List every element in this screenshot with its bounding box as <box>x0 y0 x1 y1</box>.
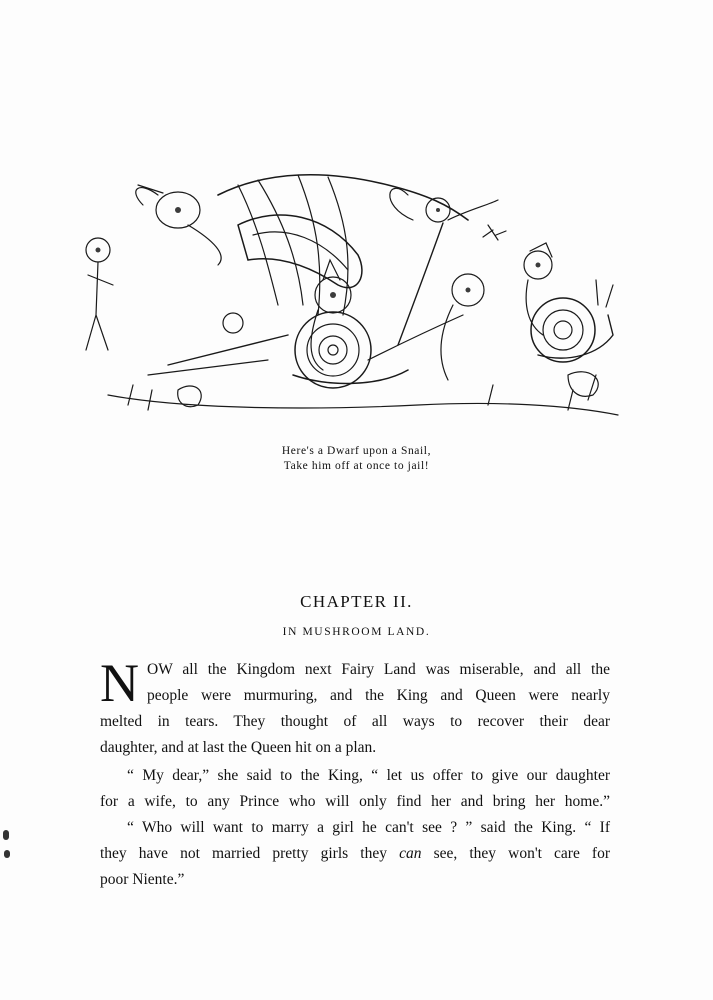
paragraph-1-line-2: people were murmuring, and the King and Queen were nearly <box>147 687 610 704</box>
scan-speck <box>4 850 10 858</box>
illustration-caption-line-2: Take him off at once to jail! <box>283 460 430 472</box>
illustration-caption-line-1: Here's a Dwarf upon a Snail, <box>281 445 432 457</box>
chapter-subtitle: IN MUSHROOM LAND. <box>282 626 431 638</box>
chapter-title: CHAPTER II. <box>300 592 413 611</box>
paragraph-3-line-3: poor Niente.” <box>100 871 185 888</box>
paragraph-1-line-3: melted in tears. They thought of all ways to recover their dear <box>100 713 610 730</box>
scan-speck <box>3 830 9 840</box>
paragraph-2-line-1: “ My dear,” she said to the King, “ let us offer to give our daughter <box>127 767 610 784</box>
paragraph-1-line-1: OW all the Kingdom next Fairy Land was miserable, and all the <box>147 661 610 678</box>
emphasis-can: can <box>399 845 422 862</box>
paragraph-3-line-2-end: see, they won't care for <box>421 845 611 862</box>
paragraph-3-line-2-start: they have not married pretty girls they <box>100 845 400 862</box>
drop-cap: N <box>100 653 139 713</box>
paragraph-3-line-2 <box>100 841 610 867</box>
fairy-dwarf-snail-engraving-icon <box>68 165 623 427</box>
paragraph-3-line-1: “ Who will want to marry a girl he can't see ? ” said the King. “ If <box>127 819 610 836</box>
paragraph-1-line-4: daughter, and at last the Queen hit on a plan. <box>100 739 377 756</box>
paragraph-2-line-2: for a wife, to any Prince who will only find her and bring her home.” <box>100 793 610 810</box>
